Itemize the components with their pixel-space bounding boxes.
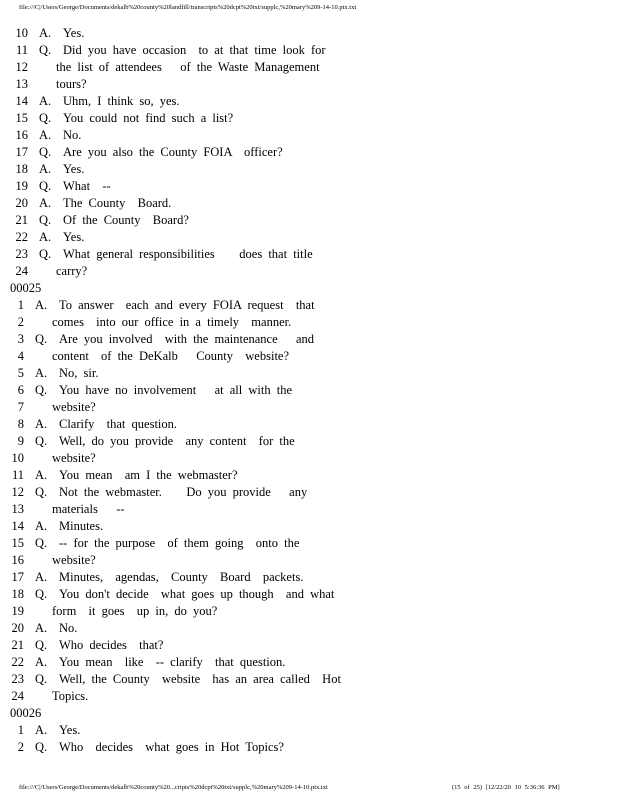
line-text: Well, do you provide any content for the <box>59 434 295 448</box>
line-text: carry? <box>56 264 88 278</box>
line-text: Not the webmaster. Do you provide any <box>59 485 308 499</box>
transcript-line <box>0 178 618 195</box>
transcript-line <box>0 246 618 263</box>
line-number: 2 <box>17 740 24 754</box>
speaker-label: Q. <box>35 672 48 686</box>
speaker-label: Q. <box>35 740 48 754</box>
speaker-label: Q. <box>39 111 52 125</box>
line-text: website? <box>52 400 96 414</box>
transcript-line <box>0 671 618 688</box>
line-number: 12 <box>15 60 28 74</box>
line-number: 6 <box>17 383 24 397</box>
line-text: Yes. <box>63 230 85 244</box>
transcript-line <box>0 552 618 569</box>
line-number: 21 <box>11 638 24 652</box>
line-text: To answer each and every FOIA request that <box>59 298 315 312</box>
line-number: 1 <box>17 298 24 312</box>
line-number: 20 <box>11 621 24 635</box>
speaker-label: A. <box>39 94 52 108</box>
speaker-label: A. <box>35 723 48 737</box>
speaker-label: A. <box>39 162 52 176</box>
line-text: Clarify that question. <box>59 417 178 431</box>
line-number: 24 <box>11 689 24 703</box>
speaker-label: A. <box>35 519 48 533</box>
transcript-line <box>0 25 618 42</box>
line-number: 18 <box>11 587 24 601</box>
line-number: 13 <box>15 77 28 91</box>
transcript-line <box>0 688 618 705</box>
speaker-label: A. <box>35 366 48 380</box>
speaker-label: A. <box>39 128 52 142</box>
line-number: 16 <box>15 128 28 142</box>
speaker-label: Q. <box>39 43 52 57</box>
line-number: 9 <box>17 434 24 448</box>
line-text: You have no involvement at all with the <box>59 383 292 397</box>
line-text: Yes. <box>63 26 85 40</box>
line-number: 18 <box>15 162 28 176</box>
transcript-line <box>0 586 618 603</box>
speaker-label: A. <box>35 417 48 431</box>
line-number: 11 <box>15 43 28 57</box>
line-number: 15 <box>15 111 28 125</box>
transcript-line <box>0 314 618 331</box>
speaker-label: Q. <box>35 638 48 652</box>
line-number: 2 <box>17 315 24 329</box>
line-text: What general responsibilities does that title <box>63 247 313 261</box>
line-number: 22 <box>11 655 24 669</box>
transcript-line <box>0 229 618 246</box>
speaker-label: Q. <box>35 587 48 601</box>
line-text: form it goes up in, do you? <box>52 604 218 618</box>
line-text: The County Board. <box>63 196 172 210</box>
line-number: 23 <box>15 247 28 261</box>
transcript-line <box>0 433 618 450</box>
line-number: 17 <box>11 570 24 584</box>
line-number: 10 <box>15 26 28 40</box>
line-number: 15 <box>11 536 24 550</box>
transcript-line <box>0 297 618 314</box>
line-text: Yes. <box>59 723 81 737</box>
line-number: 7 <box>17 400 24 414</box>
speaker-label: Q. <box>35 332 48 346</box>
line-number: 22 <box>15 230 28 244</box>
transcript-line <box>0 161 618 178</box>
line-text: You mean like -- clarify that question. <box>59 655 286 669</box>
line-text: comes into our office in a timely manner. <box>52 315 292 329</box>
line-number: 24 <box>15 264 28 278</box>
speaker-label: A. <box>39 230 52 244</box>
speaker-label: Q. <box>35 383 48 397</box>
line-number: 8 <box>17 417 24 431</box>
transcript-line <box>0 569 618 586</box>
transcript-line <box>0 93 618 110</box>
line-text: Topics. <box>52 689 89 703</box>
transcript-line <box>0 654 618 671</box>
line-text: website? <box>52 451 96 465</box>
speaker-label: A. <box>35 570 48 584</box>
transcript-line <box>0 110 618 127</box>
line-text: Well, the County website has an area called Hot <box>59 672 341 686</box>
line-text: You don't decide what goes up though and what <box>59 587 335 601</box>
transcript-line <box>0 739 618 756</box>
transcript-line <box>0 127 618 144</box>
line-number: 12 <box>11 485 24 499</box>
line-number: 1 <box>17 723 24 737</box>
line-text: -- for the purpose of them going onto the <box>59 536 300 550</box>
speaker-label: Q. <box>35 485 48 499</box>
line-number: 3 <box>17 332 24 346</box>
line-number: 20 <box>15 196 28 210</box>
line-text: Are you also the County FOIA officer? <box>63 145 283 159</box>
transcript-line <box>0 620 618 637</box>
line-number: 21 <box>15 213 28 227</box>
speaker-label: Q. <box>39 247 52 261</box>
footer-page-info: (15 of 25) [12/22/20 10 5:36:36 PM] <box>452 784 560 791</box>
line-text: What -- <box>63 179 111 193</box>
transcript-line <box>0 603 618 620</box>
line-text: Of the County Board? <box>63 213 189 227</box>
line-text: Yes. <box>63 162 85 176</box>
line-text: the list of attendees of the Waste Management <box>56 60 320 74</box>
speaker-label: A. <box>35 298 48 312</box>
line-text: Who decides that? <box>59 638 164 652</box>
line-number: 19 <box>11 604 24 618</box>
transcript-line <box>0 484 618 501</box>
speaker-label: A. <box>39 26 52 40</box>
line-text: Minutes. <box>59 519 104 533</box>
line-number: 10 <box>11 451 24 465</box>
transcript-line <box>0 331 618 348</box>
line-text: No. <box>59 621 78 635</box>
page-number-marker: 00025 <box>10 281 42 295</box>
speaker-label: A. <box>35 468 48 482</box>
speaker-label: Q. <box>39 145 52 159</box>
transcript-line <box>0 195 618 212</box>
line-text: website? <box>52 553 96 567</box>
line-text: content of the DeKalb County website? <box>52 349 290 363</box>
line-text: Did you have occasion to at that time look for <box>63 43 326 57</box>
line-text: No. <box>63 128 82 142</box>
speaker-label: Q. <box>39 179 52 193</box>
transcript-line <box>0 212 618 229</box>
line-number: 19 <box>15 179 28 193</box>
line-number: 11 <box>11 468 24 482</box>
speaker-label: A. <box>35 621 48 635</box>
speaker-label: Q. <box>35 536 48 550</box>
page-header-path: file:///C|/Users/George/Documents/dekalb%20county%20landfill/transcripts%20dcpt%20txt/supplc,%20mary%209-14-10.ptx.txt <box>19 4 357 11</box>
line-text: Who decides what goes in Hot Topics? <box>59 740 284 754</box>
transcript-line <box>0 501 618 518</box>
footer-path: file:///C|/Users/George/Documents/dekalb%20county%20...cripts%20dcpt%20txt/supplc,%20mary%209-14-10.ptx.txt <box>19 784 328 791</box>
line-text: You mean am I the webmaster? <box>59 468 238 482</box>
line-text: Uhm, I think so, yes. <box>63 94 180 108</box>
transcript-line <box>0 450 618 467</box>
transcript-body <box>0 25 618 756</box>
transcript-line <box>0 399 618 416</box>
transcript-line <box>0 59 618 76</box>
line-text: materials -- <box>52 502 125 516</box>
line-number: 4 <box>17 349 24 363</box>
transcript-line <box>0 76 618 93</box>
transcript-line <box>0 144 618 161</box>
transcript-line <box>0 42 618 59</box>
page-number-marker: 00026 <box>10 706 42 720</box>
transcript-line <box>0 416 618 433</box>
transcript-line <box>0 467 618 484</box>
line-text: No, sir. <box>59 366 99 380</box>
transcript-line <box>0 263 618 280</box>
line-number: 16 <box>11 553 24 567</box>
line-number: 17 <box>15 145 28 159</box>
line-number: 5 <box>17 366 24 380</box>
line-text: You could not find such a list? <box>63 111 234 125</box>
speaker-label: Q. <box>39 213 52 227</box>
transcript-line <box>0 637 618 654</box>
transcript-line <box>0 722 618 739</box>
speaker-label: A. <box>35 655 48 669</box>
line-number: 14 <box>11 519 24 533</box>
transcript-line <box>0 518 618 535</box>
transcript-line <box>0 382 618 399</box>
line-number: 23 <box>11 672 24 686</box>
speaker-label: Q. <box>35 434 48 448</box>
line-number: 14 <box>15 94 28 108</box>
transcript-line <box>0 535 618 552</box>
line-number: 13 <box>11 502 24 516</box>
line-text: tours? <box>56 77 87 91</box>
speaker-label: A. <box>39 196 52 210</box>
line-text: Are you involved with the maintenance and <box>59 332 315 346</box>
line-text: Minutes, agendas, County Board packets. <box>59 570 304 584</box>
transcript-line <box>0 348 618 365</box>
transcript-line <box>0 365 618 382</box>
